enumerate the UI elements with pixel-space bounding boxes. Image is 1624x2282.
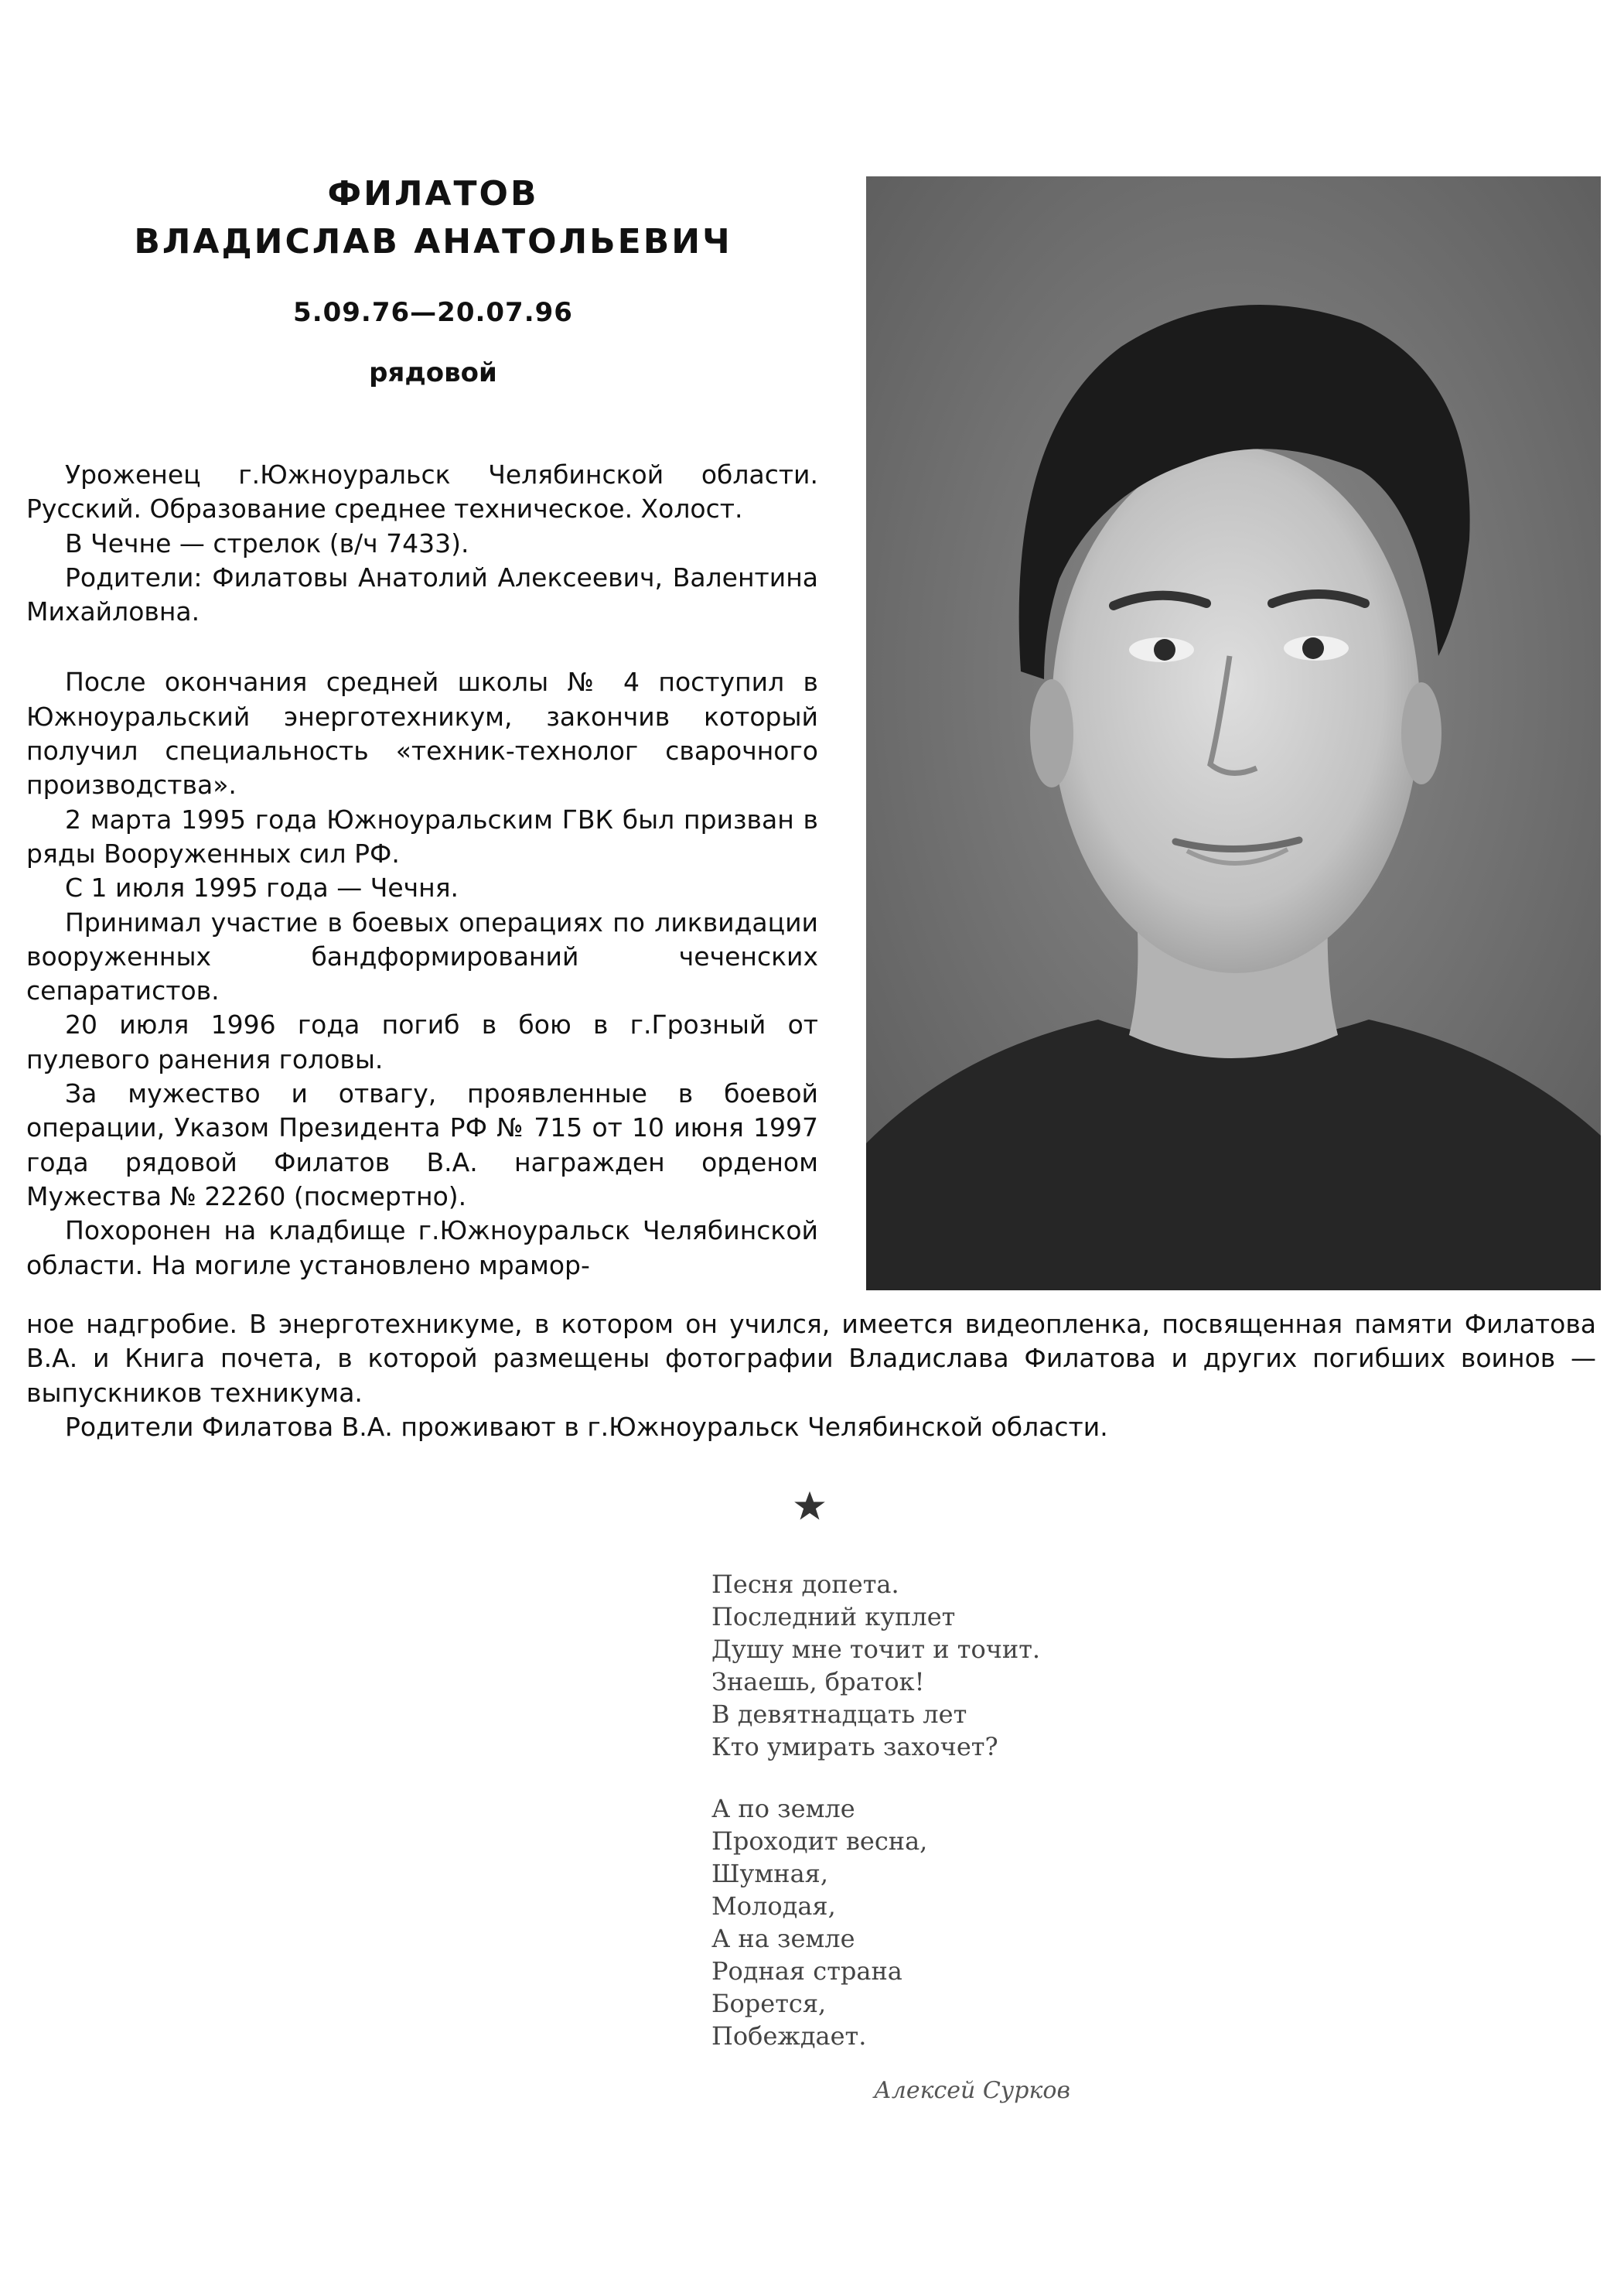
poem-line: В девятнадцать лет (711, 1700, 967, 1729)
bio-paragraph: За мужество и отвагу, проявленные в боевой операции, Указом Президента РФ № 715 от 10 июня 1997 года рядовой Филатов В.А. награжден орденом Мужества № 22260 (посмертно). (26, 1078, 818, 1211)
bio-paragraph: После окончания средней школы № 4 поступил в Южноуральский энерготехникум, закончив который получил специальность «техник-технолог сварочного производства». (26, 667, 818, 801)
military-rank: рядовой (369, 357, 497, 388)
poem-line: Проходит весна, (711, 1826, 928, 1856)
header (77, 170, 789, 388)
poem-line: А по земле (711, 1794, 855, 1823)
bio-paragraph: Похоронен на кладбище г.Южноуральск Челябинской области. На могиле установлено мрамор- (26, 1215, 818, 1280)
stanza-gap (711, 1763, 1253, 1792)
poem-line: Душу мне точит и точит. (711, 1635, 1041, 1664)
poem-line: Знаешь, браток! (711, 1667, 925, 1696)
portrait-photo (866, 176, 1601, 1290)
biography (26, 458, 818, 1283)
bio-paragraph: Уроженец г.Южноуральск Челябинской области. Русский. Образование среднее техническое. Холост. (26, 459, 818, 524)
poem (711, 1568, 1253, 2104)
biography-continuation (26, 1307, 1596, 1444)
bio-paragraph: 20 июля 1996 года погиб в бою в г.Грозный от пулевого ранения головы. (26, 1009, 818, 1074)
closing-paragraph: Родители Филатова В.А. проживают в г.Южноуральск Челябинской области. (65, 1411, 1108, 1442)
star-icon (793, 1489, 827, 1523)
bio-paragraph: С 1 июля 1995 года — Чечня. (65, 873, 459, 904)
given-names: ВЛАДИСЛАВ АНАТОЛЬЕВИЧ (134, 222, 732, 261)
portrait-illustration (866, 176, 1601, 1290)
burial-continuation: ное надгробие. В энерготехникуме, в котором он учился, имеется видеопленка, посвященная памяти Филатова В.А. и Книга почета, в которой размещены фотографии Владислава Филатова и других погибших воинов — выпускников техникума. (26, 1309, 1596, 1408)
poem-author: Алексей Сурков (874, 2077, 1070, 2104)
surname: ФИЛАТОВ (327, 174, 539, 214)
bio-paragraph: Родители: Филатовы Анатолий Алексеевич, Валентина Михайловна. (26, 562, 818, 627)
bio-paragraph: 2 марта 1995 года Южноуральским ГВК был призван в ряды Вооруженных сил РФ. (26, 804, 818, 869)
bio-paragraph: В Чечне — стрелок (в/ч 7433). (65, 528, 469, 559)
poem-line: Родная страна (711, 1956, 902, 1986)
poem-line: Последний куплет (711, 1602, 956, 1631)
life-dates: 5.09.76—20.07.96 (293, 297, 573, 328)
poem-line: Кто умирать захочет? (711, 1732, 998, 1761)
poem-line: Борется, (711, 1989, 827, 2018)
bio-paragraph: Принимал участие в боевых операциях по ликвидации вооруженных бандформирований чеченских сепаратистов. (26, 907, 818, 1006)
poem-line: Песня допета. (711, 1570, 899, 1599)
poem-line: А на земле (711, 1924, 855, 1953)
star-icon-glyph (793, 1489, 827, 1523)
poem-line: Шумная, (711, 1859, 828, 1888)
poem-line: Побеждает. (711, 2021, 867, 2051)
poem-line: Молодая, (711, 1891, 836, 1921)
